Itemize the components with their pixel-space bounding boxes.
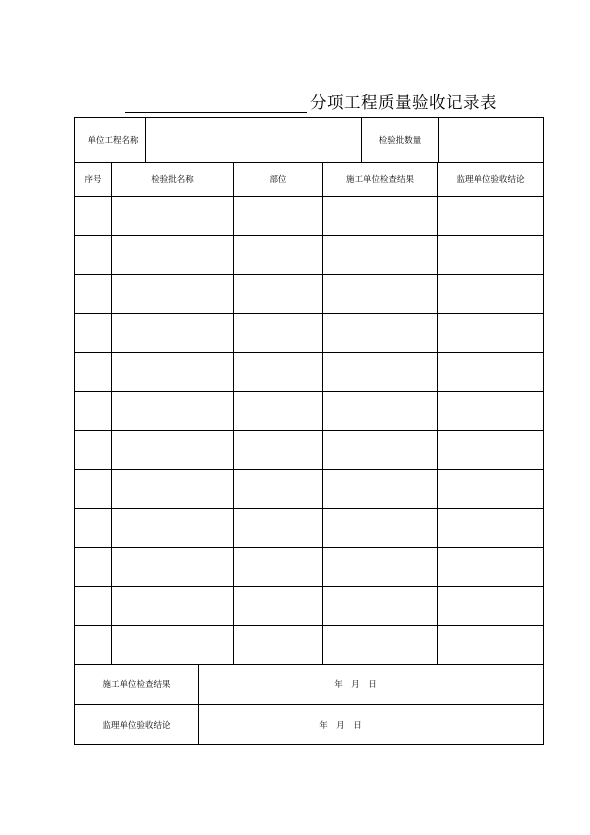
supervision-date: 年 月 日 [319,720,362,731]
row-supervision-conclusion-cell[interactable] [438,625,544,664]
row-location-cell[interactable] [234,430,323,469]
footer-block [74,665,544,746]
row-index-cell[interactable] [75,547,112,586]
column-header-construction-result: 施工单位检查结果 [323,163,438,196]
row-index-cell[interactable] [75,313,112,352]
table-row [75,469,544,508]
table-row [75,430,544,469]
row-supervision-conclusion-cell[interactable] [438,508,544,547]
row-location-cell[interactable] [234,586,323,625]
row-index-cell[interactable] [75,469,112,508]
row-batch-name-cell[interactable] [112,430,234,469]
row-index-cell[interactable] [75,430,112,469]
row-index-cell[interactable] [75,391,112,430]
row-location-cell[interactable] [234,547,323,586]
row-batch-name-cell[interactable] [112,235,234,274]
row-construction-result-cell[interactable] [323,547,438,586]
row-supervision-conclusion-cell[interactable] [438,430,544,469]
batch-count-label: 检验批数量 [362,118,439,163]
row-location-cell[interactable] [234,508,323,547]
row-batch-name-cell[interactable] [112,508,234,547]
row-index-cell[interactable] [75,352,112,391]
supervision-conclusion-field[interactable] [199,705,544,745]
row-batch-name-cell[interactable] [112,469,234,508]
row-index-cell[interactable] [75,625,112,664]
project-name-field[interactable] [146,118,362,163]
construction-date: 年 月 日 [334,680,377,691]
row-construction-result-cell[interactable] [323,625,438,664]
column-header-index: 序号 [75,163,112,196]
table-row [75,235,544,274]
title-text: 分项工程质量验收记录表 [310,93,497,112]
construction-check-row [75,665,544,705]
main-grid [74,163,544,665]
table-row [75,352,544,391]
row-batch-name-cell[interactable] [112,196,234,235]
row-index-cell[interactable] [75,586,112,625]
row-supervision-conclusion-cell[interactable] [438,313,544,352]
row-location-cell[interactable] [234,352,323,391]
row-location-cell[interactable] [234,274,323,313]
project-name-label: 单位工程名称 [75,118,146,163]
row-construction-result-cell[interactable] [323,469,438,508]
row-index-cell[interactable] [75,508,112,547]
row-supervision-conclusion-cell[interactable] [438,235,544,274]
title-blank-line[interactable] [125,92,307,113]
row-batch-name-cell[interactable] [112,547,234,586]
row-index-cell[interactable] [75,235,112,274]
table-row [75,313,544,352]
row-batch-name-cell[interactable] [112,625,234,664]
supervision-conclusion-row [75,705,544,745]
row-batch-name-cell[interactable] [112,586,234,625]
row-supervision-conclusion-cell[interactable] [438,469,544,508]
column-header-row [75,163,544,196]
row-batch-name-cell[interactable] [112,313,234,352]
table-row [75,196,544,235]
row-construction-result-cell[interactable] [323,430,438,469]
column-header-batch-name: 检验批名称 [112,163,234,196]
row-construction-result-cell[interactable] [323,586,438,625]
grid-body [75,196,544,664]
supervision-conclusion-label: 监理单位验收结论 [75,705,199,745]
column-header-location: 部位 [234,163,323,196]
row-supervision-conclusion-cell[interactable] [438,352,544,391]
header-row [75,118,544,163]
row-location-cell[interactable] [234,196,323,235]
row-supervision-conclusion-cell[interactable] [438,391,544,430]
table-row [75,625,544,664]
form-title [125,89,497,113]
table-row [75,586,544,625]
row-location-cell[interactable] [234,235,323,274]
table-row [75,508,544,547]
table-row [75,547,544,586]
row-construction-result-cell[interactable] [323,274,438,313]
row-supervision-conclusion-cell[interactable] [438,196,544,235]
row-location-cell[interactable] [234,469,323,508]
row-supervision-conclusion-cell[interactable] [438,274,544,313]
row-supervision-conclusion-cell[interactable] [438,547,544,586]
acceptance-record-table [74,117,543,745]
row-batch-name-cell[interactable] [112,274,234,313]
table-row [75,274,544,313]
row-location-cell[interactable] [234,391,323,430]
row-batch-name-cell[interactable] [112,391,234,430]
row-location-cell[interactable] [234,625,323,664]
table-row [75,391,544,430]
row-construction-result-cell[interactable] [323,235,438,274]
construction-check-label: 施工单位检查结果 [75,665,199,705]
row-construction-result-cell[interactable] [323,313,438,352]
batch-count-field[interactable] [439,118,544,163]
row-batch-name-cell[interactable] [112,352,234,391]
row-index-cell[interactable] [75,196,112,235]
row-construction-result-cell[interactable] [323,391,438,430]
row-construction-result-cell[interactable] [323,196,438,235]
header-block [74,117,544,163]
row-construction-result-cell[interactable] [323,508,438,547]
row-index-cell[interactable] [75,274,112,313]
construction-check-field[interactable] [199,665,544,705]
row-supervision-conclusion-cell[interactable] [438,586,544,625]
row-location-cell[interactable] [234,313,323,352]
row-construction-result-cell[interactable] [323,352,438,391]
column-header-supervision-conclusion: 监理单位验收结论 [438,163,544,196]
